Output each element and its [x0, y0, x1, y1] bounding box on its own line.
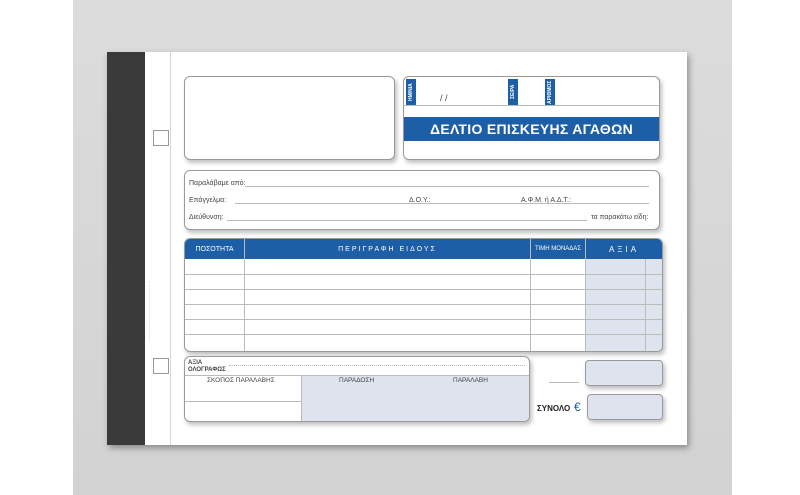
receipt-label: ΠΑΡΑΛΑΒΗ	[453, 377, 488, 384]
date-field[interactable]: / /	[440, 93, 448, 103]
delivery-label: ΠΑΡΑΔΟΣΗ	[339, 377, 375, 384]
table-row[interactable]	[185, 274, 662, 275]
items-below-label: τα παρακάτω είδη:	[591, 214, 649, 221]
amount-column-shade	[586, 259, 662, 351]
total-label: ΣΥΝΟΛΟ	[537, 404, 571, 413]
received-from-line[interactable]	[245, 186, 649, 187]
subtotal-box[interactable]	[585, 360, 663, 386]
received-from-label: Παραλάβαμε από:	[189, 180, 246, 187]
purpose-label: ΣΚΟΠΟΣ ΠΑΡΑΛΑΒΗΣ	[207, 377, 275, 384]
number-label: ΑΡΙΘΜΟΣ	[547, 80, 553, 104]
form-title: ΔΕΛΤΙΟ ΕΠΙΣΚΕΥΗΣ ΑΓΑΘΩΝ	[404, 117, 659, 141]
address-label: Διεύθυνση:	[189, 214, 224, 221]
subtotal-dash	[549, 382, 579, 383]
series-label: ΣΕΙΡΑ	[508, 79, 518, 105]
col-quantity: ΠΟΣΟΤΗΤΑ	[195, 245, 234, 253]
col-description: ΠΕΡΙΓΡΑΦΗ ΕΙΔΟΥΣ	[338, 245, 437, 253]
address-line[interactable]	[227, 220, 587, 221]
signature-shade	[302, 376, 529, 421]
col-divider	[645, 259, 646, 351]
occupation-line[interactable]	[235, 203, 649, 204]
stub-checkbox[interactable]	[153, 130, 169, 146]
stub-checkbox[interactable]	[153, 358, 169, 374]
table-row[interactable]	[185, 289, 662, 290]
form-sheet	[107, 52, 687, 445]
header-divider	[404, 105, 659, 106]
items-table	[184, 238, 663, 352]
table-header	[185, 239, 662, 259]
date-label: ΗΜ/ΝΙΑ	[406, 79, 416, 105]
col-unit-price: ΤΙΜΗ ΜΟΝΑΔΑΣ	[534, 245, 582, 252]
footer-box	[184, 356, 530, 422]
binding-spine	[107, 52, 145, 445]
footer-col-divider	[301, 375, 302, 421]
stub-strip	[145, 52, 171, 445]
total-box[interactable]	[587, 394, 663, 420]
customer-info-box	[184, 170, 660, 230]
euro-icon: €	[574, 400, 581, 414]
issuer-box	[184, 76, 395, 160]
table-row[interactable]	[185, 334, 662, 335]
amount-words-dots	[229, 365, 525, 366]
purpose-line[interactable]	[185, 401, 301, 402]
header-box	[403, 76, 660, 160]
amount-words-label: ΑΞΙΑ ΟΛΟΓΡΑΦΩΣ	[188, 360, 226, 373]
table-row[interactable]	[185, 319, 662, 320]
col-amount: ΑΞΙΑ	[608, 244, 640, 254]
occupation-label: Επάγγελμα:	[189, 197, 227, 204]
tax-office-label: Δ.Ο.Υ.:	[409, 197, 431, 204]
table-row[interactable]	[185, 304, 662, 305]
stub-print-text: ··············································	[147, 280, 152, 342]
vat-id-label: Α.Φ.Μ. ή Α.Δ.Τ.:	[521, 197, 571, 204]
